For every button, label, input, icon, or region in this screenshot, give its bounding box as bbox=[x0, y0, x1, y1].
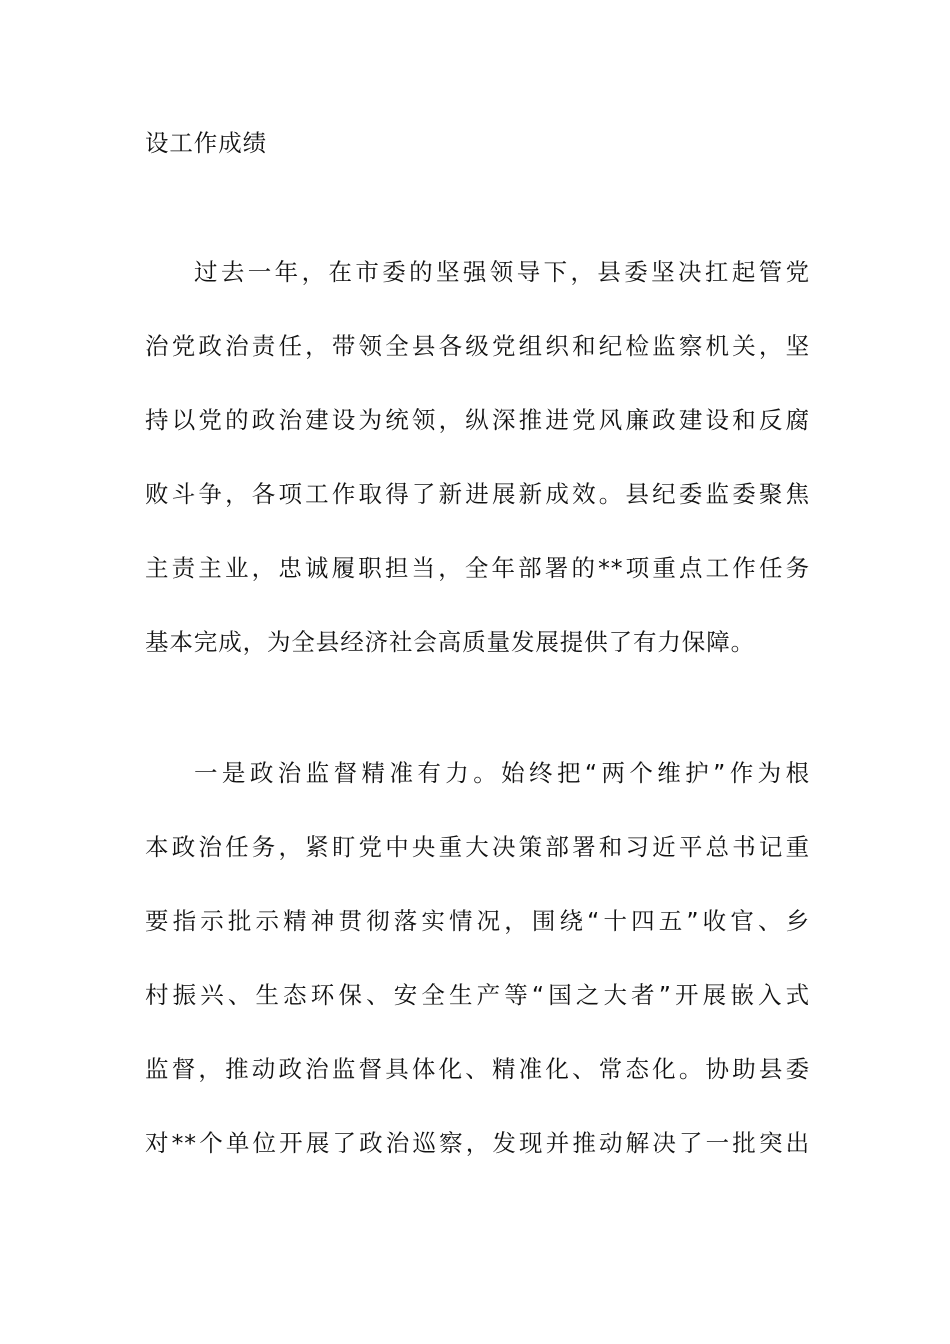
paragraph-line: 村振兴、生态环保、安全生产等“国之大者”开展嵌入式 bbox=[145, 981, 810, 1009]
paragraph-line: 一是政治监督精准有力。始终把“两个维护”作为根 bbox=[194, 759, 810, 787]
paragraph-line: 要指示批示精神贯彻落实情况，围绕“十四五”收官、乡 bbox=[145, 907, 810, 935]
paragraph-line: 本政治任务，紧盯党中央重大决策部署和习近平总书记重 bbox=[145, 833, 810, 861]
section-heading-fragment: 设工作成绩 bbox=[145, 129, 267, 157]
paragraph-line: 过去一年，在市委的坚强领导下，县委坚决扛起管党 bbox=[194, 258, 810, 286]
paragraph-line: 主责主业，忠诚履职担当，全年部署的**项重点工作任务 bbox=[145, 554, 810, 582]
paragraph-line: 监督，推动政治监督具体化、精准化、常态化。协助县委 bbox=[145, 1055, 810, 1083]
paragraph-line: 败斗争，各项工作取得了新进展新成效。县纪委监委聚焦 bbox=[145, 480, 810, 508]
paragraph-line: 基本完成，为全县经济社会高质量发展提供了有力保障。 bbox=[145, 628, 755, 656]
paragraph-line: 持以党的政治建设为统领，纵深推进党风廉政建设和反腐 bbox=[145, 406, 810, 434]
paragraph-line: 对**个单位开展了政治巡察，发现并推动解决了一批突出 bbox=[145, 1129, 810, 1157]
paragraph-line: 治党政治责任，带领全县各级党组织和纪检监察机关，坚 bbox=[145, 332, 810, 360]
